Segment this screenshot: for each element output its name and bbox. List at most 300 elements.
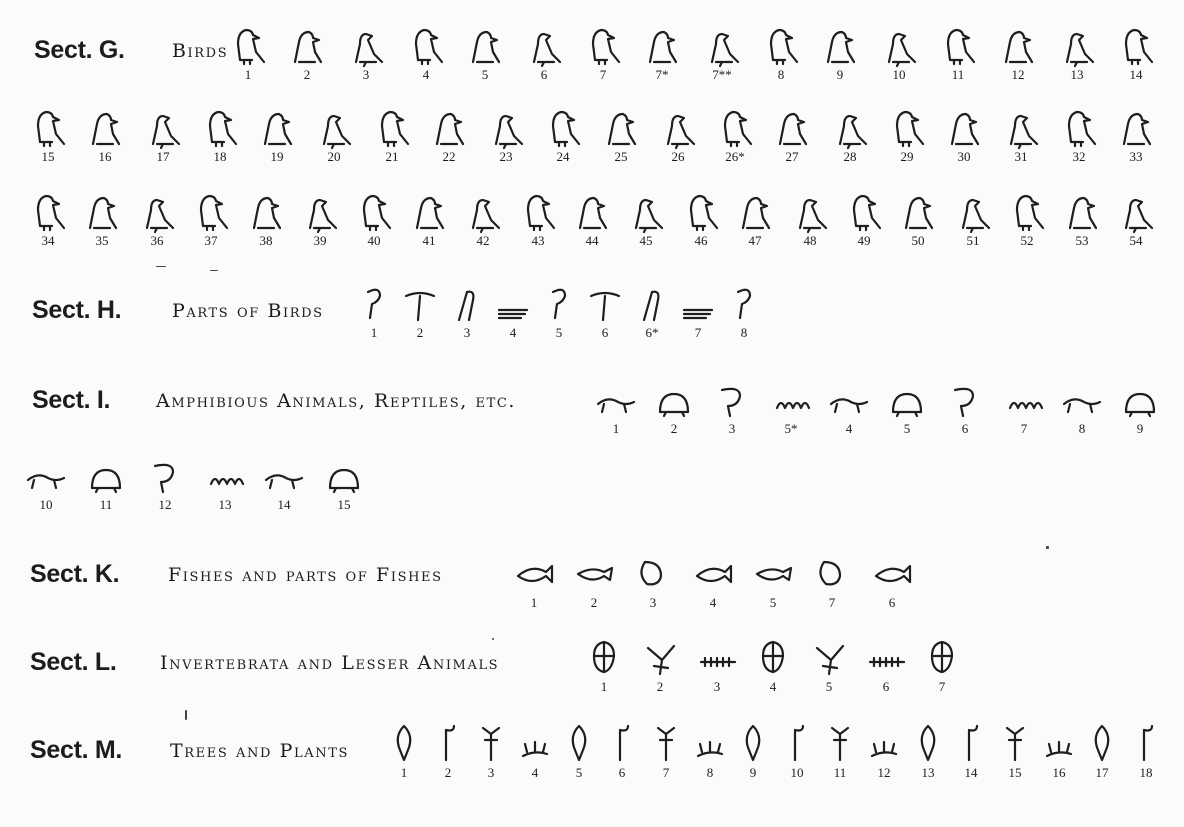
- sign-number: 4: [422, 67, 430, 82]
- sign-entry: [570, 188, 614, 248]
- bird-hieroglyph-icon: [522, 22, 566, 68]
- sign-entry: [751, 550, 795, 610]
- sign-number: 1: [400, 765, 408, 780]
- sign-number: 13: [1070, 67, 1084, 82]
- sign-entry: [807, 634, 851, 694]
- sign-entry: [1060, 376, 1104, 436]
- sign-line: [0, 280, 1184, 370]
- sign-number: 1: [612, 421, 620, 436]
- plant-hieroglyph-icon: [949, 720, 993, 766]
- bird-hieroglyph-icon: [404, 22, 448, 68]
- sign-entry: [26, 104, 70, 164]
- sign-entry: [582, 634, 626, 694]
- insect-hieroglyph-icon: [638, 634, 682, 680]
- sign-entry: [870, 550, 914, 610]
- sign-number: 23: [499, 149, 513, 164]
- bird-hieroglyph-icon: [80, 188, 124, 234]
- sign-entry: [788, 188, 832, 248]
- sign-entry: [461, 188, 505, 248]
- bird-hieroglyph-icon: [877, 22, 921, 68]
- sign-entry: [631, 550, 675, 610]
- bird-hieroglyph-icon: [344, 22, 388, 68]
- fish-hieroglyph-icon: [810, 550, 854, 596]
- sign-number: 14: [1129, 67, 1143, 82]
- section-label: Sect. H.: [32, 296, 122, 324]
- reptile-hieroglyph-icon: [203, 452, 247, 498]
- sign-number: 43: [531, 233, 545, 248]
- plant-hieroglyph-icon: [513, 720, 557, 766]
- sign-number: 46: [694, 233, 708, 248]
- sign-entry: [26, 188, 70, 248]
- sign-number: 4: [769, 679, 777, 694]
- sign-number: 7: [1020, 421, 1028, 436]
- sign-entry: [141, 104, 185, 164]
- sign-entry: [1114, 22, 1158, 82]
- sign-number: 24: [556, 149, 570, 164]
- bird-hieroglyph-icon: [1057, 104, 1101, 150]
- sign-number: 37: [204, 233, 218, 248]
- sign-number: 48: [803, 233, 817, 248]
- reptile-hieroglyph-icon: [1060, 376, 1104, 422]
- sign-line: [0, 372, 1184, 462]
- bird-hieroglyph-icon: [788, 188, 832, 234]
- sign-number: 14: [277, 497, 291, 512]
- sign-entry: [951, 188, 995, 248]
- bird-hieroglyph-icon: [1114, 104, 1158, 150]
- sign-number: 4: [509, 325, 517, 340]
- sign-entry: [722, 280, 766, 340]
- bird-hieroglyph-icon: [407, 188, 451, 234]
- sign-entry: [1002, 376, 1046, 436]
- sign-entry: [770, 104, 814, 164]
- plant-hieroglyph-icon: [557, 720, 601, 766]
- bird-part-hieroglyph-icon: [537, 280, 581, 326]
- sign-number: 44: [585, 233, 599, 248]
- sign-number: 15: [1008, 765, 1022, 780]
- sign-entry: [1037, 720, 1081, 780]
- sign-entry: [1114, 188, 1158, 248]
- sign-number: 32: [1072, 149, 1086, 164]
- sign-number: 8: [1078, 421, 1086, 436]
- plant-hieroglyph-icon: [644, 720, 688, 766]
- sign-number: 14: [964, 765, 978, 780]
- sign-entry: [656, 104, 700, 164]
- sign-entry: [700, 22, 744, 82]
- sign-entry: [594, 376, 638, 436]
- sign-entry: [1080, 720, 1124, 780]
- sign-number: 4: [709, 595, 717, 610]
- sign-number: 7: [599, 67, 607, 82]
- bird-part-hieroglyph-icon: [722, 280, 766, 326]
- sign-entry: [638, 634, 682, 694]
- sign-entry: [298, 188, 342, 248]
- sign-number: 50: [911, 233, 925, 248]
- section-label: Sect. L.: [30, 648, 117, 676]
- sign-entry: [862, 720, 906, 780]
- sign-number: 26: [671, 149, 685, 164]
- bird-hieroglyph-icon: [624, 188, 668, 234]
- sign-number: 3: [728, 421, 736, 436]
- sign-entry: [285, 22, 329, 82]
- bird-hieroglyph-icon: [733, 188, 777, 234]
- sign-entry: [644, 720, 688, 780]
- sign-number: 1: [370, 325, 378, 340]
- sign-number: 38: [259, 233, 273, 248]
- sign-number: 7: [694, 325, 702, 340]
- plant-hieroglyph-icon: [469, 720, 513, 766]
- bird-hieroglyph-icon: [770, 104, 814, 150]
- sign-line: [0, 548, 1184, 638]
- bird-hieroglyph-icon: [541, 104, 585, 150]
- sign-entry: [885, 376, 929, 436]
- sign-entry: [943, 376, 987, 436]
- sign-number: 17: [1095, 765, 1109, 780]
- sign-number: 40: [367, 233, 381, 248]
- sign-line: [0, 452, 1184, 542]
- sign-number: 3: [487, 765, 495, 780]
- reptile-hieroglyph-icon: [769, 376, 813, 422]
- bird-hieroglyph-icon: [1114, 22, 1158, 68]
- sign-entry: [896, 188, 940, 248]
- sign-number: 2: [303, 67, 311, 82]
- sign-entry: [80, 188, 124, 248]
- bird-hieroglyph-icon: [885, 104, 929, 150]
- section-title: Trees and Plants: [170, 740, 349, 762]
- sign-entry: [491, 280, 535, 340]
- bird-hieroglyph-icon: [599, 104, 643, 150]
- sign-entry: [344, 22, 388, 82]
- sign-number: 3: [713, 679, 721, 694]
- sign-number: 30: [957, 149, 971, 164]
- sign-entry: [810, 550, 854, 610]
- sign-number: 15: [41, 149, 55, 164]
- sign-number: 7: [662, 765, 670, 780]
- scan-speck: [210, 270, 218, 271]
- sign-entry: [996, 22, 1040, 82]
- sign-entry: [630, 280, 674, 340]
- bird-hieroglyph-icon: [679, 188, 723, 234]
- sign-number: 4: [845, 421, 853, 436]
- sign-entry: [312, 104, 356, 164]
- section-title: Invertebrata and Lesser Animals: [160, 652, 500, 674]
- fish-hieroglyph-icon: [751, 550, 795, 596]
- plant-hieroglyph-icon: [993, 720, 1037, 766]
- bird-hieroglyph-icon: [942, 104, 986, 150]
- sign-number: 5: [555, 325, 563, 340]
- sign-number: 1: [600, 679, 608, 694]
- sign-number: 6: [961, 421, 969, 436]
- bird-hieroglyph-icon: [516, 188, 560, 234]
- sign-entry: [600, 720, 644, 780]
- reptile-hieroglyph-icon: [24, 452, 68, 498]
- sign-number: 13: [218, 497, 232, 512]
- sign-number: 6: [882, 679, 890, 694]
- sign-number: 5*: [784, 421, 798, 436]
- fish-hieroglyph-icon: [870, 550, 914, 596]
- sign-entry: [769, 376, 813, 436]
- bird-hieroglyph-icon: [1005, 188, 1049, 234]
- sign-line: [0, 18, 1184, 108]
- sign-number: 16: [98, 149, 112, 164]
- sign-number: 52: [1020, 233, 1034, 248]
- sign-entry: [691, 550, 735, 610]
- plant-hieroglyph-icon: [731, 720, 775, 766]
- sign-number: 11: [833, 765, 847, 780]
- sign-number: 13: [921, 765, 935, 780]
- sign-entry: [541, 104, 585, 164]
- sign-number: 7: [938, 679, 946, 694]
- sign-number: 10: [790, 765, 804, 780]
- sign-entry: [1060, 188, 1104, 248]
- bird-hieroglyph-icon: [936, 22, 980, 68]
- sign-entry: [512, 550, 556, 610]
- reptile-hieroglyph-icon: [84, 452, 128, 498]
- sign-entry: [445, 280, 489, 340]
- bird-part-hieroglyph-icon: [583, 280, 627, 326]
- bird-hieroglyph-icon: [700, 22, 744, 68]
- insect-hieroglyph-icon: [582, 634, 626, 680]
- fish-hieroglyph-icon: [572, 550, 616, 596]
- sign-entry: [581, 22, 625, 82]
- reptile-hieroglyph-icon: [262, 452, 306, 498]
- sign-entry: [143, 452, 187, 512]
- sign-number: 10: [892, 67, 906, 82]
- reptile-hieroglyph-icon: [885, 376, 929, 422]
- sign-entry: [513, 720, 557, 780]
- sign-entry: [398, 280, 442, 340]
- sign-entry: [695, 634, 739, 694]
- bird-hieroglyph-icon: [1060, 188, 1104, 234]
- fish-hieroglyph-icon: [631, 550, 675, 596]
- sign-number: 25: [614, 149, 628, 164]
- sign-entry: [906, 720, 950, 780]
- sign-number: 18: [1139, 765, 1153, 780]
- sign-number: 11: [951, 67, 965, 82]
- sign-line: [0, 632, 1184, 722]
- section-label: Sect. M.: [30, 736, 123, 764]
- fish-hieroglyph-icon: [691, 550, 735, 596]
- sign-entry: [516, 188, 560, 248]
- sign-entry: [352, 188, 396, 248]
- sign-entry: [1118, 376, 1162, 436]
- sign-entry: [522, 22, 566, 82]
- plant-hieroglyph-icon: [426, 720, 470, 766]
- bird-hieroglyph-icon: [713, 104, 757, 150]
- bird-hieroglyph-icon: [484, 104, 528, 150]
- sign-entry: [818, 720, 862, 780]
- sign-entry: [382, 720, 426, 780]
- sign-entry: [203, 452, 247, 512]
- bird-hieroglyph-icon: [581, 22, 625, 68]
- bird-hieroglyph-icon: [1114, 188, 1158, 234]
- plant-hieroglyph-icon: [862, 720, 906, 766]
- section-label: Sect. K.: [30, 560, 120, 588]
- bird-hieroglyph-icon: [26, 104, 70, 150]
- sign-entry: [842, 188, 886, 248]
- sign-entry: [135, 188, 179, 248]
- bird-hieroglyph-icon: [83, 104, 127, 150]
- sign-number: 7**: [712, 67, 732, 82]
- scan-speck: [492, 638, 494, 640]
- sign-number: 9: [1136, 421, 1144, 436]
- bird-hieroglyph-icon: [828, 104, 872, 150]
- bird-hieroglyph-icon: [951, 188, 995, 234]
- sign-entry: [710, 376, 754, 436]
- sign-entry: [537, 280, 581, 340]
- sign-entry: [599, 104, 643, 164]
- scan-speck: [1046, 546, 1049, 549]
- sign-entry: [484, 104, 528, 164]
- sign-number: 12: [877, 765, 891, 780]
- sign-entry: [733, 188, 777, 248]
- bird-hieroglyph-icon: [312, 104, 356, 150]
- sign-entry: [404, 22, 448, 82]
- sign-entry: [83, 104, 127, 164]
- sign-number: 6: [618, 765, 626, 780]
- sign-number: 42: [476, 233, 490, 248]
- bird-hieroglyph-icon: [896, 188, 940, 234]
- sign-number: 2: [590, 595, 598, 610]
- sign-entry: [1114, 104, 1158, 164]
- sign-number: 3: [649, 595, 657, 610]
- section-title: Birds: [172, 40, 229, 62]
- sign-entry: [407, 188, 451, 248]
- sign-number: 26*: [725, 149, 745, 164]
- sign-number: 45: [639, 233, 653, 248]
- sign-number: 5: [769, 595, 777, 610]
- sign-entry: [469, 720, 513, 780]
- reptile-hieroglyph-icon: [652, 376, 696, 422]
- plant-hieroglyph-icon: [382, 720, 426, 766]
- bird-hieroglyph-icon: [226, 22, 270, 68]
- bird-hieroglyph-icon: [842, 188, 886, 234]
- bird-hieroglyph-icon: [640, 22, 684, 68]
- bird-part-hieroglyph-icon: [676, 280, 720, 326]
- plant-hieroglyph-icon: [1037, 720, 1081, 766]
- plant-hieroglyph-icon: [775, 720, 819, 766]
- bird-hieroglyph-icon: [135, 188, 179, 234]
- sign-number: 3: [362, 67, 370, 82]
- sign-number: 22: [442, 149, 456, 164]
- reptile-hieroglyph-icon: [1002, 376, 1046, 422]
- sign-entry: [557, 720, 601, 780]
- sign-entry: [713, 104, 757, 164]
- section-title: Amphibious Animals, Reptiles, etc.: [156, 390, 517, 412]
- bird-hieroglyph-icon: [198, 104, 242, 150]
- sign-entry: [993, 720, 1037, 780]
- sign-number: 41: [422, 233, 436, 248]
- sign-number: 53: [1075, 233, 1089, 248]
- bird-hieroglyph-icon: [461, 188, 505, 234]
- sign-number: 12: [1011, 67, 1025, 82]
- sign-number: 8: [706, 765, 714, 780]
- bird-hieroglyph-icon: [370, 104, 414, 150]
- sign-number: 12: [158, 497, 172, 512]
- insect-hieroglyph-icon: [864, 634, 908, 680]
- bird-part-hieroglyph-icon: [352, 280, 396, 326]
- sign-entry: [1124, 720, 1168, 780]
- plant-hieroglyph-icon: [906, 720, 950, 766]
- sign-entry: [679, 188, 723, 248]
- bird-hieroglyph-icon: [570, 188, 614, 234]
- sign-number: 6: [888, 595, 896, 610]
- sign-number: 27: [785, 149, 799, 164]
- sign-entry: [775, 720, 819, 780]
- sign-number: 20: [327, 149, 341, 164]
- sign-number: 9: [836, 67, 844, 82]
- bird-hieroglyph-icon: [352, 188, 396, 234]
- sign-number: 5: [825, 679, 833, 694]
- sign-number: 1: [244, 67, 252, 82]
- sign-number: 39: [313, 233, 327, 248]
- sign-entry: [827, 376, 871, 436]
- bird-hieroglyph-icon: [255, 104, 299, 150]
- sign-number: 5: [903, 421, 911, 436]
- sign-number: 8: [777, 67, 785, 82]
- bird-hieroglyph-icon: [244, 188, 288, 234]
- plant-hieroglyph-icon: [688, 720, 732, 766]
- sign-number: 10: [39, 497, 53, 512]
- sign-entry: [226, 22, 270, 82]
- sign-number: 35: [95, 233, 109, 248]
- insect-hieroglyph-icon: [807, 634, 851, 680]
- sign-entry: [1057, 104, 1101, 164]
- sign-entry: [84, 452, 128, 512]
- sign-number: 11: [99, 497, 113, 512]
- sign-entry: [864, 634, 908, 694]
- sign-entry: [759, 22, 803, 82]
- reptile-hieroglyph-icon: [943, 376, 987, 422]
- sign-entry: [731, 720, 775, 780]
- sign-entry: [572, 550, 616, 610]
- sign-number: 6: [540, 67, 548, 82]
- sign-number: 31: [1014, 149, 1028, 164]
- bird-part-hieroglyph-icon: [491, 280, 535, 326]
- sign-number: 17: [156, 149, 170, 164]
- bird-hieroglyph-icon: [26, 188, 70, 234]
- sign-entry: [427, 104, 471, 164]
- bird-part-hieroglyph-icon: [445, 280, 489, 326]
- sign-entry: [676, 280, 720, 340]
- sign-line: [0, 104, 1184, 194]
- sign-entry: [24, 452, 68, 512]
- bird-hieroglyph-icon: [656, 104, 700, 150]
- section-label: Sect. I.: [32, 386, 111, 414]
- scan-speck: [185, 710, 187, 720]
- sign-entry: [920, 634, 964, 694]
- sign-number: 6*: [645, 325, 659, 340]
- sign-number: 4: [531, 765, 539, 780]
- plant-hieroglyph-icon: [818, 720, 862, 766]
- sign-number: 18: [213, 149, 227, 164]
- sign-entry: [322, 452, 366, 512]
- sign-number: 7: [828, 595, 836, 610]
- sign-number: 5: [481, 67, 489, 82]
- reptile-hieroglyph-icon: [322, 452, 366, 498]
- sign-number: 6: [601, 325, 609, 340]
- sign-number: 7*: [655, 67, 669, 82]
- sign-entry: [426, 720, 470, 780]
- bird-part-hieroglyph-icon: [630, 280, 674, 326]
- section-label: Sect. G.: [34, 36, 125, 64]
- sign-line: [0, 718, 1184, 808]
- bird-part-hieroglyph-icon: [398, 280, 442, 326]
- insect-hieroglyph-icon: [920, 634, 964, 680]
- bird-hieroglyph-icon: [818, 22, 862, 68]
- bird-hieroglyph-icon: [189, 188, 233, 234]
- sign-number: 3: [463, 325, 471, 340]
- section-title: Parts of Birds: [172, 300, 324, 322]
